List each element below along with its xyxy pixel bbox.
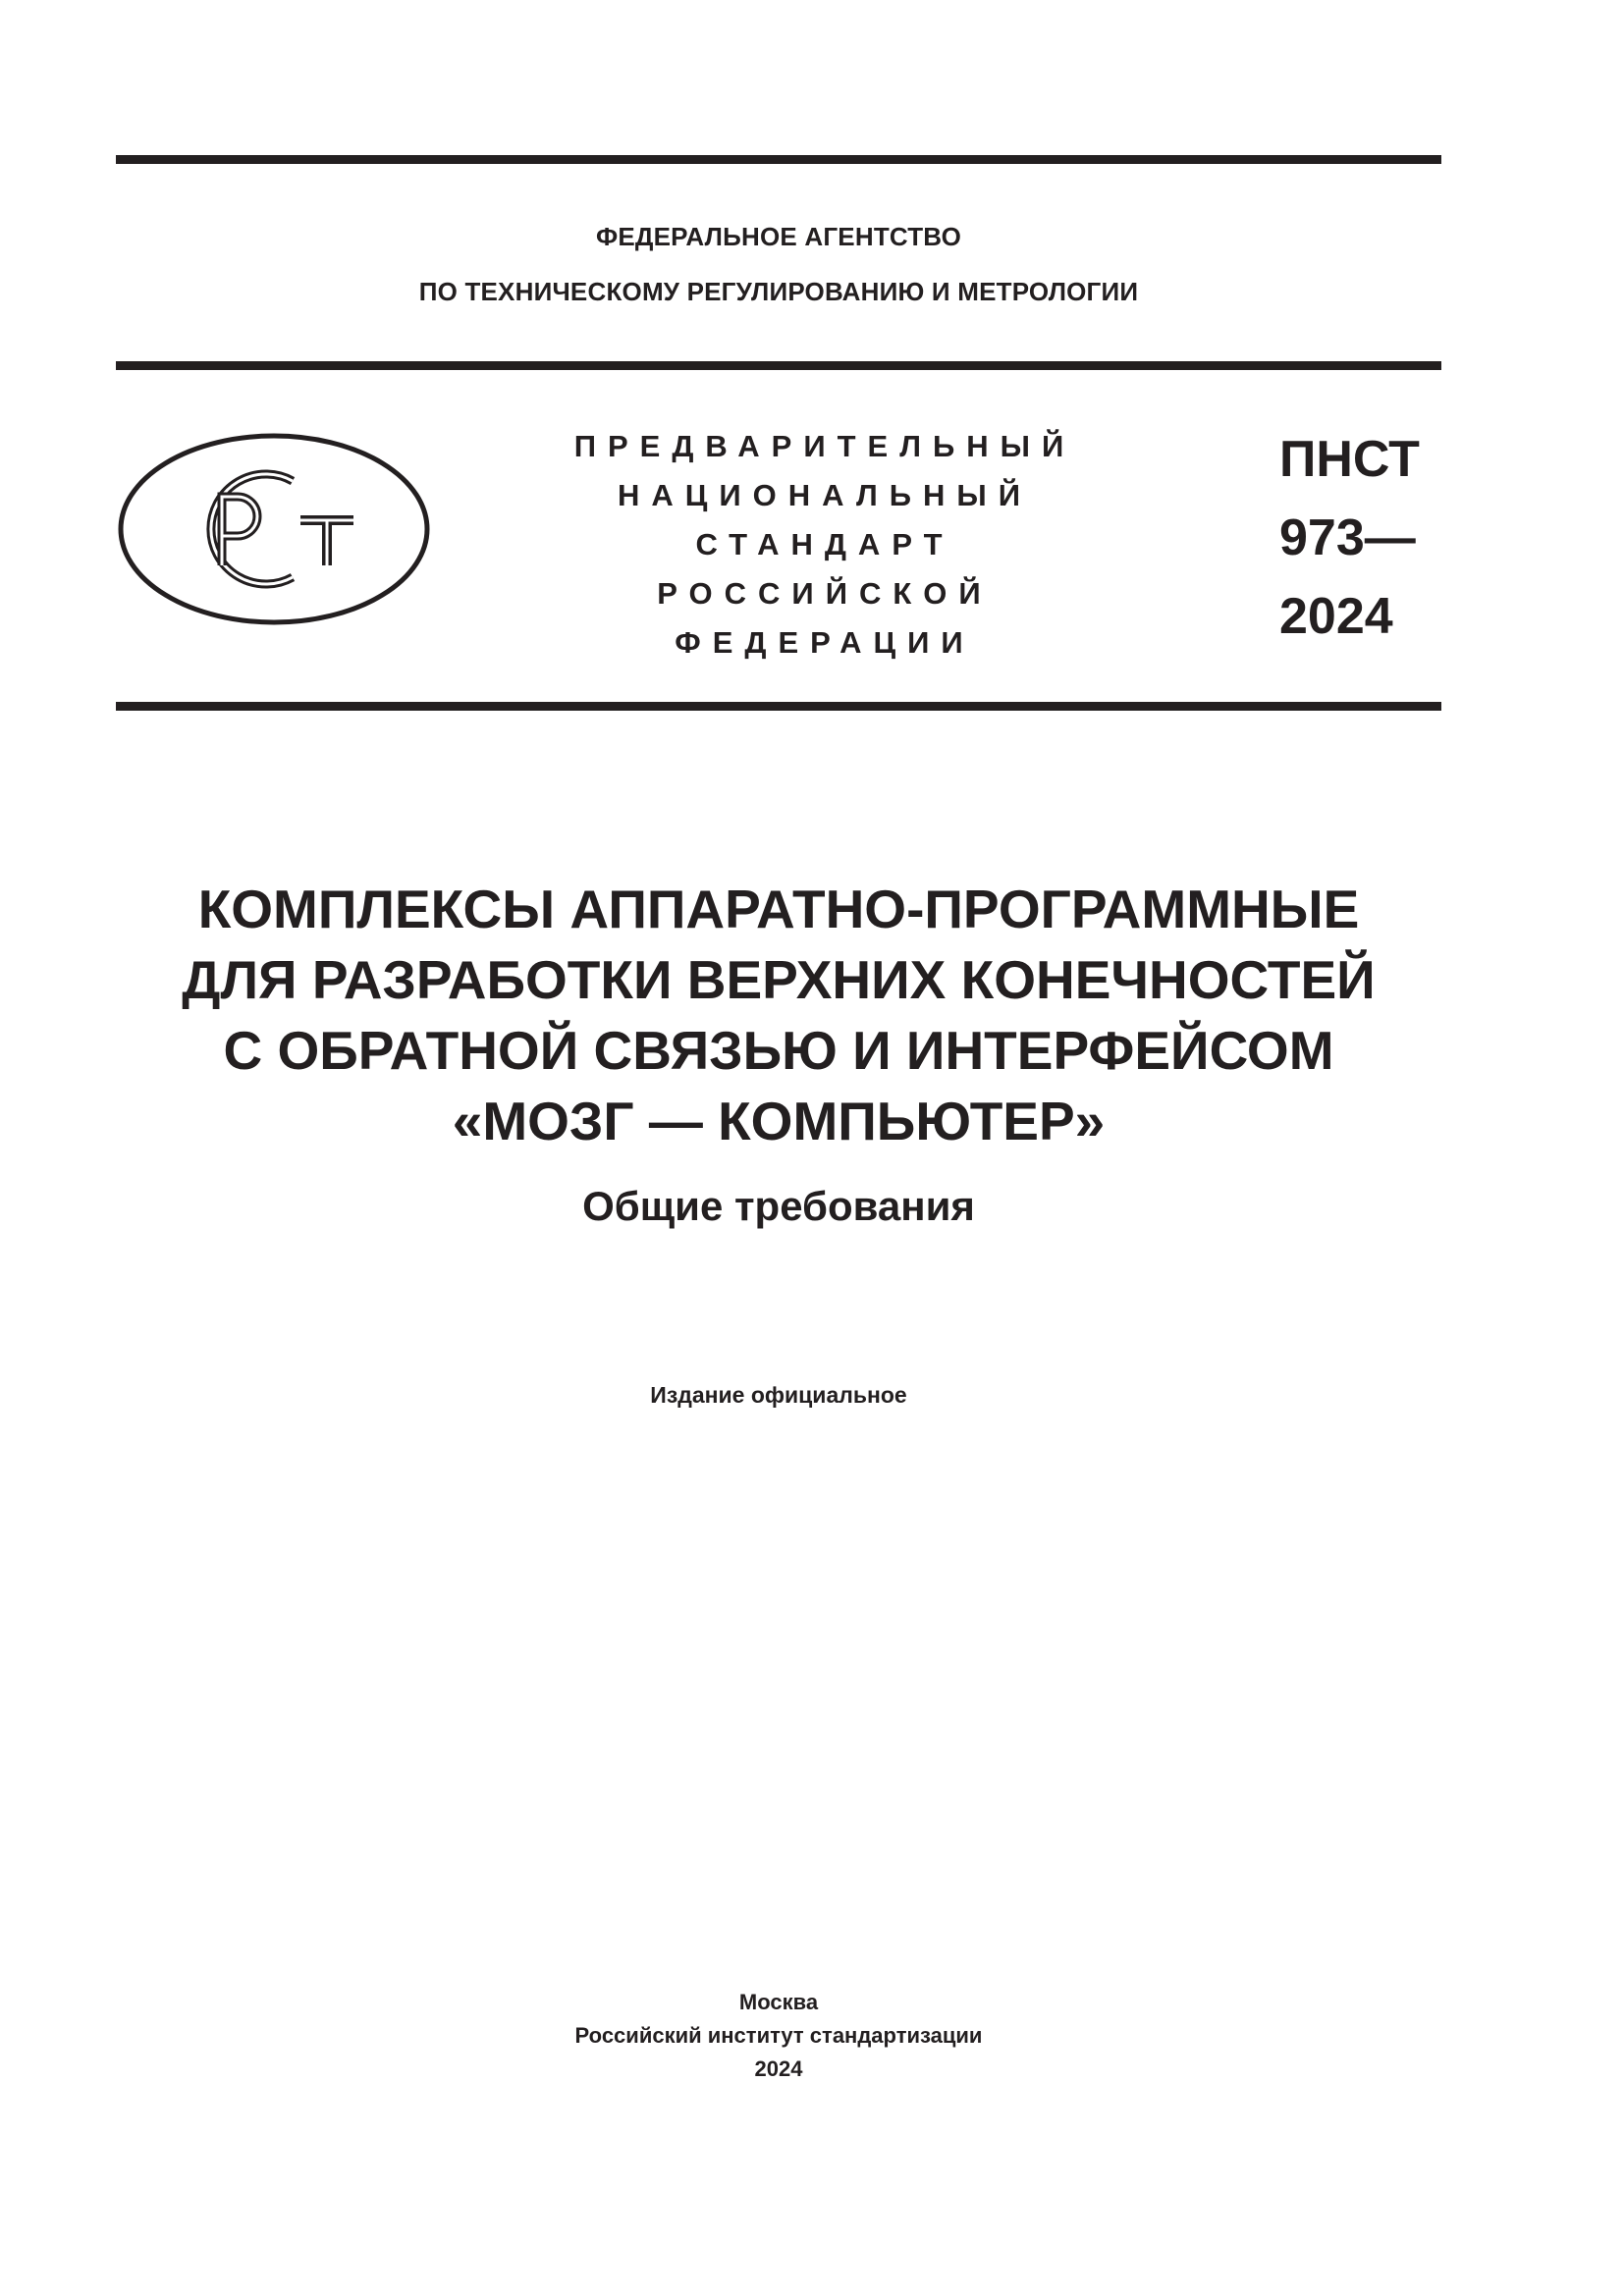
- imprint-city: Москва: [738, 1990, 819, 2014]
- agency-line-2: ПО ТЕХНИЧЕСКОМУ РЕГУЛИРОВАНИЮ И МЕТРОЛОГИИ: [418, 277, 1139, 306]
- document-subtitle: Общие требования: [582, 1183, 975, 1229]
- standard-type: [550, 422, 1100, 667]
- designation-line: ПНСТ: [1279, 431, 1420, 488]
- title-line: С ОБРАТНОЙ СВЯЗЬЮ И ИНТЕРФЕЙСОМ: [223, 1020, 1334, 1081]
- document-title: [116, 874, 1441, 1156]
- designation-line: 973—: [1279, 509, 1416, 566]
- standard-type-line: ФЕДЕРАЦИИ: [675, 625, 975, 660]
- standard-type-line: СТАНДАРТ: [695, 527, 954, 561]
- agency-line-1: ФЕДЕРАЛЬНОЕ АГЕНТСТВО: [595, 222, 962, 251]
- standard-designation: [1279, 420, 1420, 656]
- title-line: «МОЗГ — КОМПЬЮТЕР»: [452, 1091, 1106, 1151]
- standard-type-line: НАЦИОНАЛЬНЫЙ: [617, 478, 1033, 512]
- imprint-year: 2024: [754, 2056, 803, 2081]
- title-block-rule: [116, 702, 1441, 711]
- designation-line: 2024: [1279, 588, 1393, 645]
- title-line: КОМПЛЕКСЫ АППАРАТНО-ПРОГРАММНЫЕ: [197, 879, 1360, 939]
- title-line: ДЛЯ РАЗРАБОТКИ ВЕРХНИХ КОНЕЧНОСТЕЙ: [182, 949, 1376, 1010]
- gost-r-logo-icon: [116, 430, 432, 628]
- standard-type-line: РОССИЙСКОЙ: [657, 576, 993, 611]
- imprint: [116, 1986, 1441, 2086]
- edition-note: Издание официальное: [650, 1382, 907, 1408]
- standard-type-line: ПРЕДВАРИТЕЛЬНЫЙ: [573, 429, 1076, 463]
- header-rule: [116, 361, 1441, 370]
- imprint-publisher: Российский институт стандартизации: [574, 2023, 983, 2048]
- top-rule: [116, 155, 1441, 164]
